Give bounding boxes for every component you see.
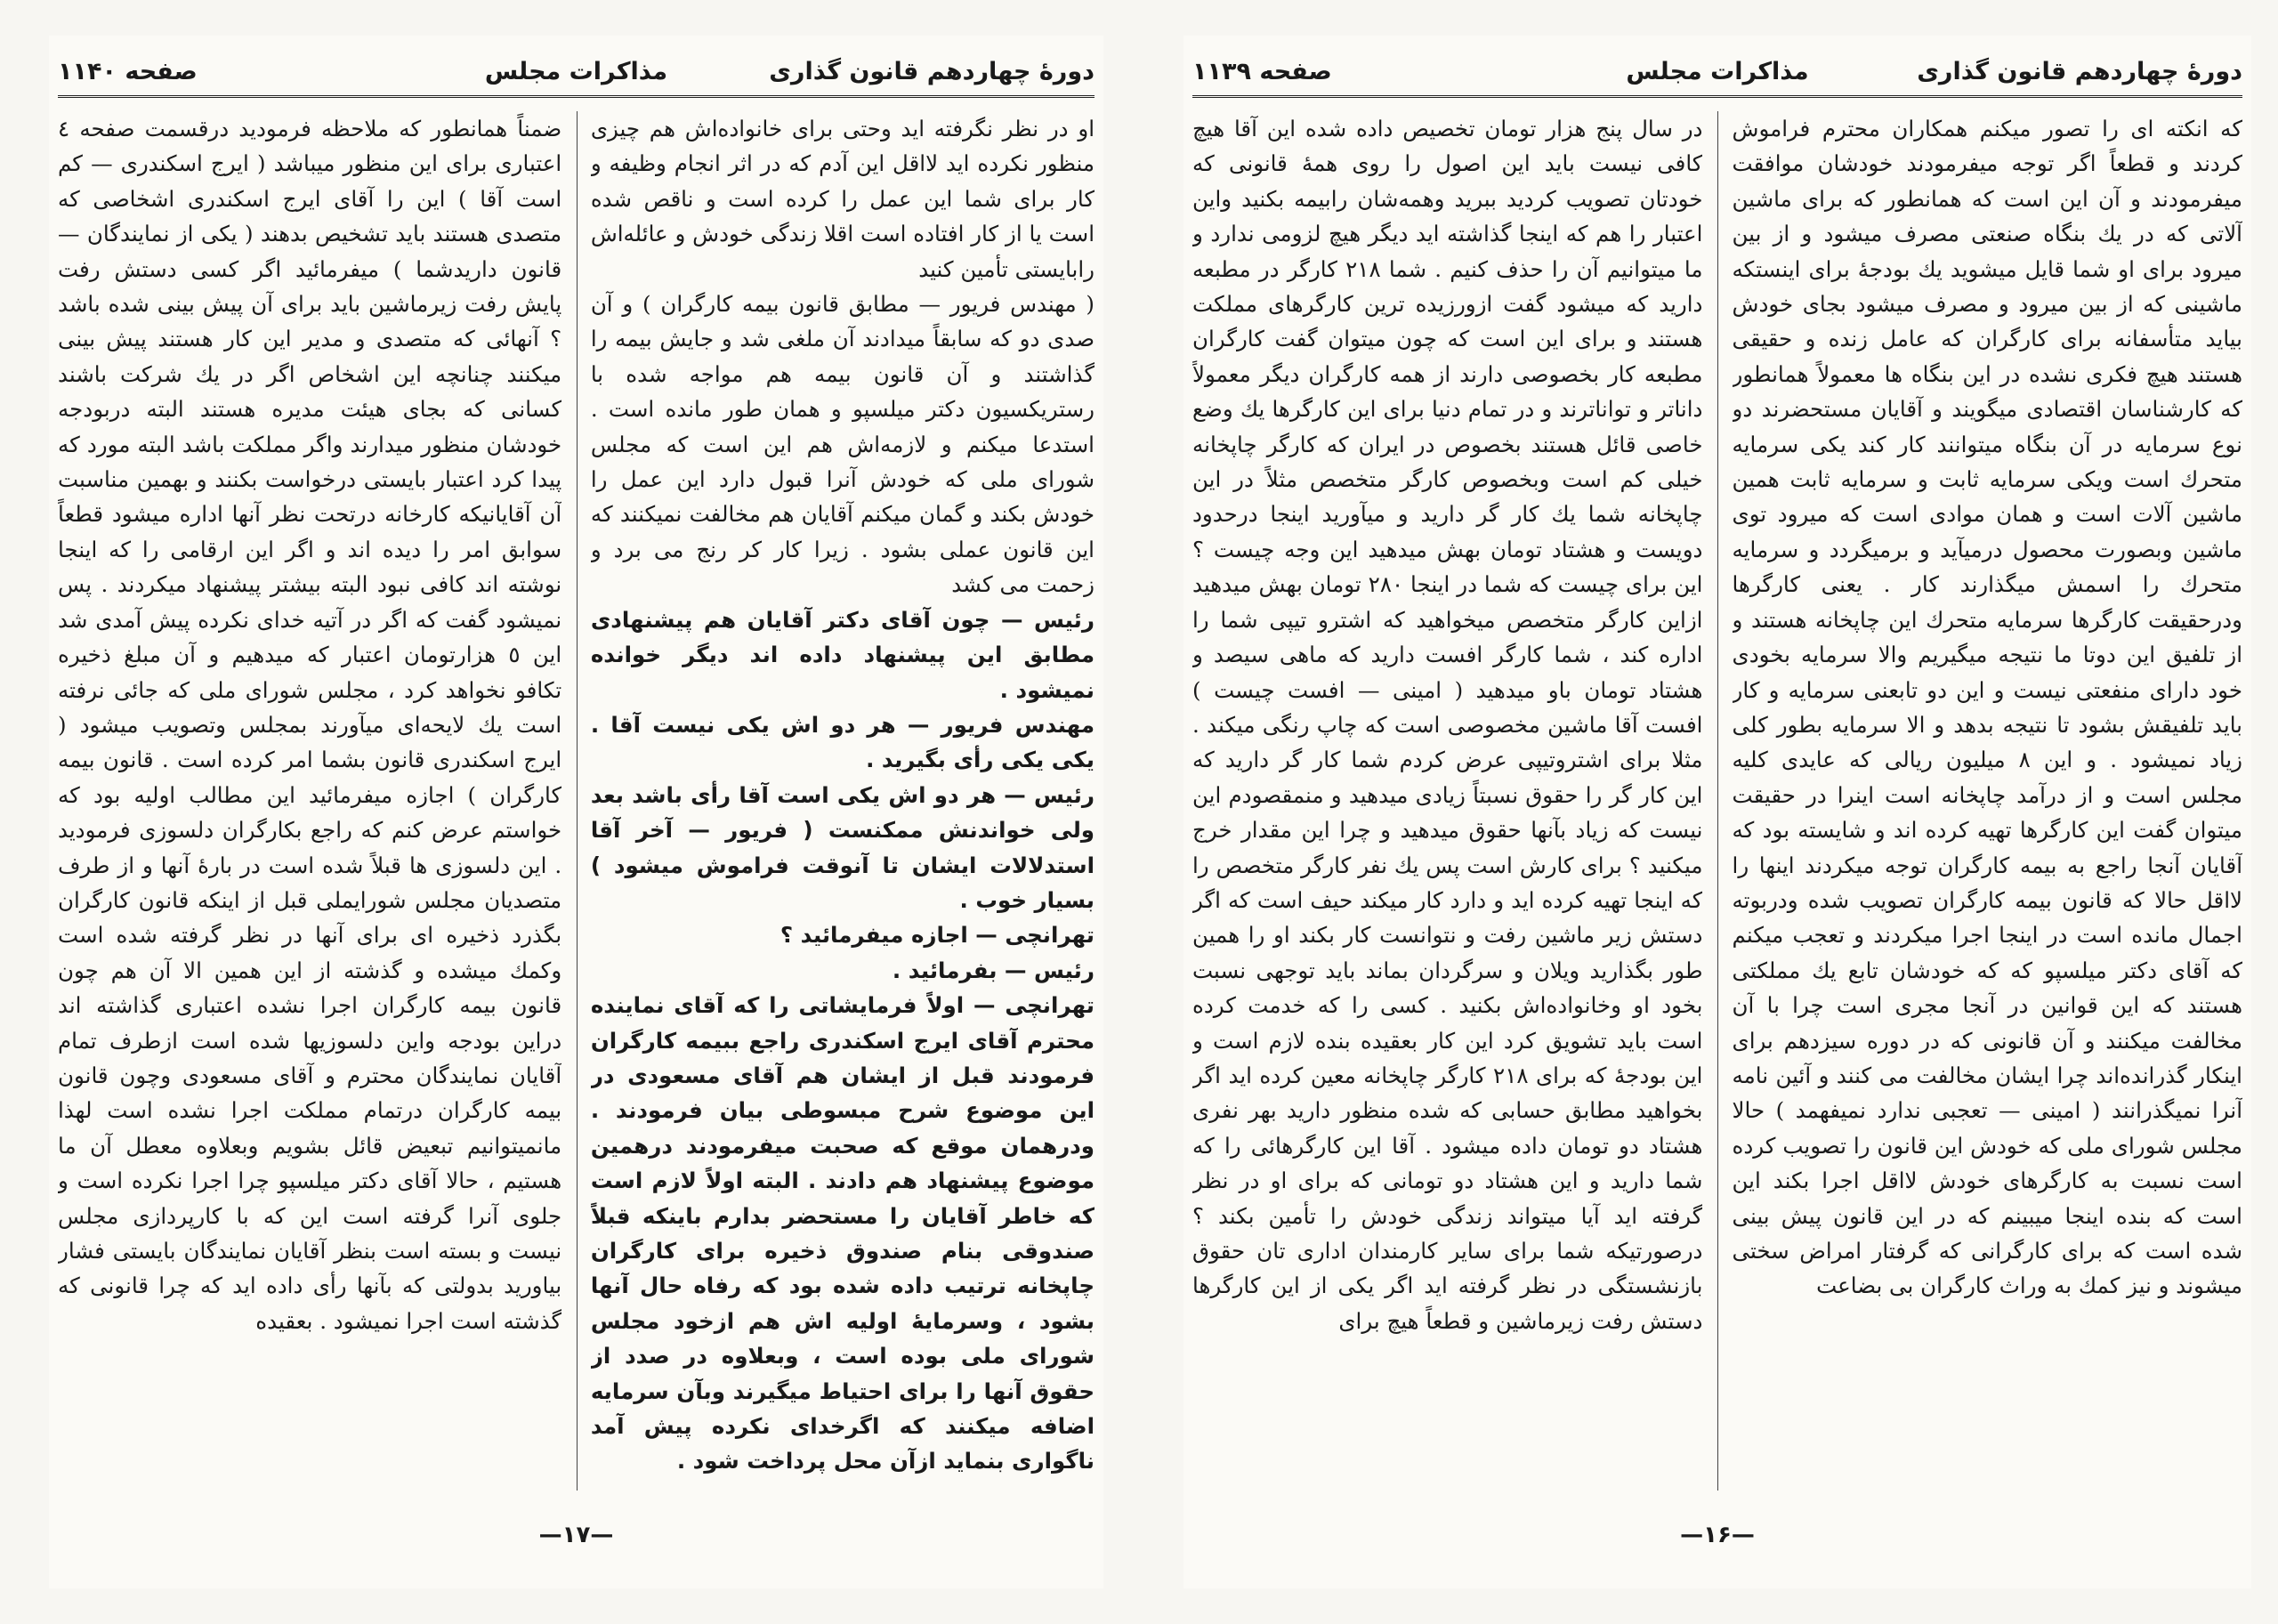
left-page-columns xyxy=(58,111,1095,1491)
left-page-right-column xyxy=(591,111,1095,1491)
paragraph: او در نظر نگرفته اید وحتی برای خانواده‌اش هم چیزی منظور نکرده اید لااقل این آدم که در اثر انجام وظیفه و کار برای شما این عمل را کرده است و ناقص شده است یا از کار افتاده است اقلا زندگی خودش و عائله‌اش رابایستی تأمین کنید xyxy=(590,116,1095,282)
paragraph: ضمناً همانطور که ملاحظه فرمودید درقسمت صفحه ٤ اعتباری برای این منظور میباشد ( ایرج اسکندری — کم است آقا ) این را آقای ایرج اسکندری اشخاصی که متصدی هستند باید تشخیص بدهند ( یکی از نمایندگان — قانون داریدشما ) میفرمائید اگر کسی دستش رفت پایش رفت زیرماشین باید برای آن پیش بینی شده باشد ؟ آنهائی که متصدی و مدیر این کار هستند پیش بینی میکنند چنانچه این اشخاص اگر در یك شرکت باشند کسانی که بجای هیئت مدیره هستند البته دربودجه خودشان منظور میدارند واگر مملکت باشد البته مورد که پیدا کرد اعتبار بایستی درخواست بکنند و بهمین مناسبت آن آقایانیکه کارخانه درتحت نظر آنها اداره میشود قطعاً سوابق امر را دیده اند و اگر این ارقامی را که اینجا نوشته اند کافی نبود البته بیشتر پیشنهاد میکردند . پس نمیشود گفت که اگر در آتیه خدای نکرده پیش آمدی شد این ٥ هزارتومان اعتبار که میدهیم و آن مبلغ ذخیره تکافو نخواهد کرد ، مجلس شورای ملی که جائی نرفته است یك لایحه‌ای میآورند بمجلس وتصویب میشود ( ایرج اسکندری قانون بشما امر کرده است . قانون بیمه کارگران ) اجازه میفرمائید این مطالب اولیه بود که خواستم عرض کنم که راجع بکارگران دلسوزی فرمودید . این دلسوزی ها قبلاً شده است در بارهٔ آنها و از طرف متصدیان مجلس شورایملی قبل از اینکه قانون کارگران بگذرد ذخیره ای برای آنها در نظر گرفته شده است وکمك میشده و گذشته از این همین الا آن هم چون قانون بیمه کارگران اجرا نشده اعتباری گذاشته اند دراین بودجه واین دلسوزیها شده است ازطرف تمام آقایان نمایندگان محترم و آقای مسعودی وچون قانون بیمه کارگران درتمام مملکت اجرا نشده است لهذا مانمیتوانیم تبعیض قائل بشویم وبعلاوه معطل آن ما هستیم ، حالا آقای دکتر میلسپو چرا اجرا نکرده است و جلوی آنرا گرفته است این که با کارپردازی مجلس نیست و بسته است بنظر آقایان نمایندگان بایستی فشار بیاورید بدولتی که بآنها رأی داده اید که چرا قانونی که گذشته است اجرا نمیشود . بعقیده xyxy=(58,116,562,1334)
column-divider xyxy=(577,111,578,1491)
speaker-paragraph: تهرانچی — اولاً فرمایشاتی را که آقای نماینده محترم آقای ایرج اسکندری راجع ببیمه کارگران فرمودند قبل از ایشان هم آقای مسعودی در این موضوع شرح مبسوطی بیان فرمودند . ودرهمان موقع که صحبت میفرمودند درهمین موضوع پیشنهاد هم دادند . البته اولاً لازم است که خاطر آقایان را مستحضر بدارم باینکه قبلاً صندوقی بنام صندوق ذخیره برای کارگران چاپخانه ترتیب داده شده بود که رفاه حال آنها بشود ، وسرمایهٔ اولیه اش هم ازخود مجلس شورای ملی بوده است ، وبعلاوه در صدد از حقوق آنها را برای احتیاط میگیرند وبآن سرمایه اضافه میکنند که اگرخدای نکرده پیش آمد ناگواری بنماید ازآن محل پرداخت شود . xyxy=(590,992,1095,1475)
left-header-title: مذاکرات مجلس xyxy=(484,58,668,85)
right-page-header xyxy=(1192,49,2242,98)
left-page-header xyxy=(58,49,1095,98)
right-page-left-column xyxy=(1192,111,1702,1491)
speaker-paragraph: رئیس — بفرمائید . xyxy=(892,957,1095,983)
right-page-number: —۱۶— xyxy=(1680,1522,1755,1548)
paragraph: ( مهندس فریور — مطابق قانون بیمه کارگران ) و آن صدی دو که سابقاً میدادند آن ملغی شد و جایش بیمه را گذاشتند و آن قانون بیمه هم مواجه شده با رستریکسیون دکتر میلسپو و همان طور مانده است . استدعا میکنم و لازمه‌اش هم این است که مجلس شورای ملی که خودش آنرا قبول دارد این عمل را خودش بکند و گمان میکنم آقایان هم مخالفت نمیکنند که این قانون عملی بشود . زیرا کار کر رنج می برد و زحمت می کشد xyxy=(590,291,1095,598)
speaker-paragraph: مهندس فریور — هر دو اش یکی نیست آقا . یکی یکی رأی بگیرید . xyxy=(590,711,1095,773)
speaker-paragraph: رئیس — هر دو اش یکی است آقا رأی باشد بعد ولی خواندنش ممکنست ( فریور — آخر آقا استدلالات ایشان تا آنوقت فراموش میشود ) بسیار خوب . xyxy=(590,781,1095,913)
left-header-page: صفحه ۱۱۴۰ xyxy=(58,58,198,85)
right-header-session: دورهٔ چهاردهم قانون گذاری xyxy=(1917,58,2242,85)
paragraph: که انکته ای را تصور میکنم همکاران محترم فراموش کردند و قطعاً اگر توجه میفرمودند خودشان موافقت میفرمودند و آن این است که همانطور که برای ماشین آلاتی که در یك بنگاه صنعتی مصرف میشود و از بین میرود برای او شما قایل میشوید یك بودجهٔ برای اینستکه ماشینی که از بین میرود و مصرف میشود بجای خودش بیاید متأسفانه برای کارگران که عامل زنده و حقیقی هستند هیچ فکری نشده در این بنگاه ها معمولاً همانطور که کارشناسان اقتصادی میگویند و آقایان مستحضرند دو نوع سرمایه در آن بنگاه میتوانند کار کند یکی سرمایه متحرك است ویکی سرمایه ثابت و سرمایه ثابت همین ماشین آلات است و همان موادی است که میرود توی ماشین وبصورت محصول درمیآید و برمیگردد و سرمایه متحرك را اسمش میگذارند کار . یعنی کارگرها ودرحقیقت کارگرها سرمایه متحرك این چاپخانه هستند و از تلفیق این دوتا ما نتیجه میگیریم والا سرمایه بخودی خود دارای منفعتی نیست و این دو تابعنی سرمایه و کار باید تلفیقش بشود تا نتیجه بدهد و الا سرمایه بطور کلی زیاد نمیشود . و این ۸ میلیون ریالی که عایدی کلیه مجلس است و از درآمد چاپخانه است اینرا در حقیقت میتوان گفت این کارگرها تهیه کرده اند و شایسته بود که آقایان آنجا راجع به بیمه کارگران توجه میکردند اینها را لااقل حالا که قانون بیمه کارگران تصویب شده ودربوته اجمال مانده است در اینجا اجرا میکردند و تعجب میکنم که آقای دکتر میلسپو که که خودشان تابع یك مملکتی هستند که این قوانین در آنجا مجری است چرا با آن مخالفت میکنند و آن قانونی که در دوره سیزدهم برای اینکار گذرانده‌اند چرا ایشان مخالفت می کنند و آئین نامه آنرا نمیگذرانند ( امینی — تعجبی ندارد نمیفهمد ) حالا مجلس شورای ملی که خودش این قانون را تصویب کرده است نسبت به کارگرهای خودش لااقل اجرا بکند این است که بنده اینجا میبینم که در این قانون پیش بینی شده است که برای کارگرانی که گرفتار امراض سختی میشوند و نیز کمك به وراث کارگران بی بضاعت xyxy=(1732,116,2242,1299)
right-page-columns xyxy=(1192,111,2242,1491)
speaker-paragraph: رئیس — چون آقای دکتر آقایان هم پیشنهادی مطابق این پیشنهاد داده اند دیگر خوانده نمیشود . xyxy=(590,606,1095,703)
left-page-number: —۱۷— xyxy=(538,1522,614,1548)
right-page-right-column xyxy=(1733,111,2242,1491)
left-page-left-column xyxy=(58,111,561,1491)
speaker-paragraph: تهرانچی — اجازه میفرمائید ؟ xyxy=(780,922,1095,949)
right-header-title: مذاکرات مجلس xyxy=(1626,58,1809,85)
left-header-session: دورهٔ چهاردهم قانون گذاری xyxy=(769,58,1095,85)
right-header-page: صفحه ۱۱۳۹ xyxy=(1192,58,1332,85)
left-page xyxy=(49,36,1103,1588)
column-divider xyxy=(1717,111,1718,1491)
paragraph: در سال پنج هزار تومان تخصیص داده شده این آقا هیچ کافی نیست باید این اصول را روی همهٔ قانونی که خودتان تصویب کردید ببرید وهمه‌شان رابیمه بکنید واین اعتبار را هم که اینجا گذاشته اید دیگر هیچ لزومی ندارد و ما میتوانیم آن را حذف کنیم . شما ۲۱۸ کارگر در مطبعه دارید که میشود گفت ازورزیده ترین کارگرهای مملکت هستند و برای این است که چون میتوان گفت کارگران مطبعه کار بخصوصی دارند از همه کارگران دیگر معمولاً داناتر و تواناترند و در تمام دنیا برای این کارگرها یك وضع خاصی قائل هستند بخصوص در ایران که کارگر چاپخانه خیلی کم است وبخصوص کارگر متخصص مثلاً در این چاپخانه شما یك کار گر دارید و میآورید اینجا درحدود دویست و هشتاد تومان بهش میدهید این وجه چیست ؟ این برای چیست که شما در اینجا ۲۸۰ تومان بهش میدهید ازاین کارگر متخصص میخواهید که اشترو تیپی شما را اداره کند ، شما کارگر افست دارید که ماهی سیصد و هشتاد تومان باو میدهید ( امینی — افست چیست ) افست آقا ماشین مخصوصی است که چاپ رنگی میکند . مثلا برای اشتروتیپی عرض کردم شما کار گر دارید که این کار گر را حقوق نسبتاً زیادی میدهید و منمقصودم این نیست که زیاد بآنها حقوق میدهید و چرا این مقدار خرج میکنید ؟ برای کارش است پس یك نفر کارگر متخصص را که اینجا تهیه کرده اید و دارد کار میکند حیف است که اگر دستش زیر ماشین رفت و نتوانست کار بکند او را همین طور بگذارید ویلان و سرگردان بماند باید توجهی نسبت بخود او وخانواده‌اش بکنید . کسی را که خدمت کرده است باید تشویق کرد این کار بعقیده بنده لازم است و این بودجهٔ که برای ۲۱۸ کارگر چاپخانه معین کرده اید اگر بخواهید مطابق حسابی که شده منظور دارید بهر نفری هشتاد دو تومان داده میشود . آقا این کارگرهائی را که شما دارید و این هشتاد دو تومانی که برای او در نظر گرفته اید آیا میتواند زندگی خودش را تأمین بکند ؟ درصورتیکه شما برای سایر کارمندان اداری تان حقوق بازنشستگی در نظر گرفته اید اگر یکی از این کارگرها دستش رفت زیرماشین و قطعاً هیچ برای xyxy=(1192,116,1703,1334)
right-page xyxy=(1183,36,2251,1588)
